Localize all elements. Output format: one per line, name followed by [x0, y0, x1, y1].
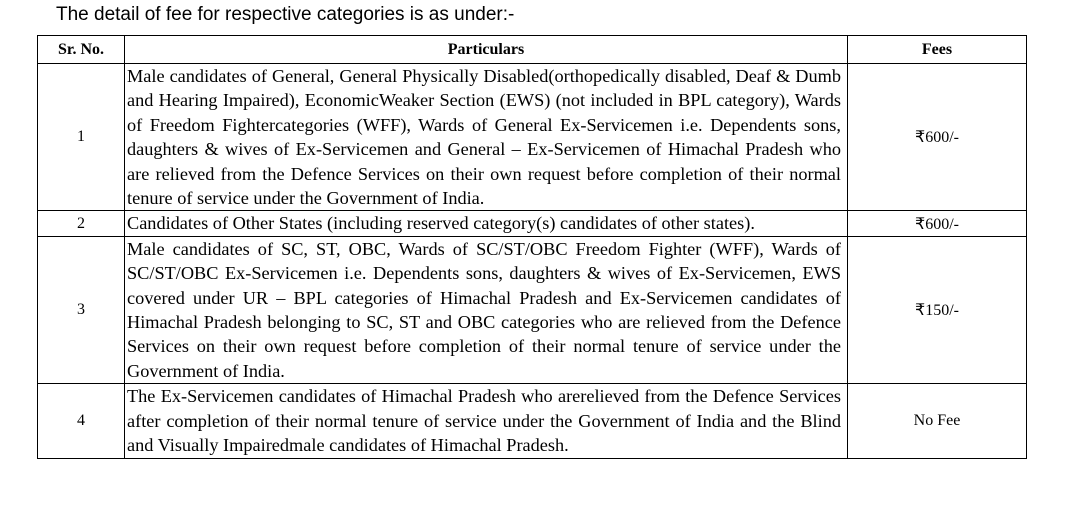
- page-heading: The detail of fee for respective categories is as under:-: [56, 4, 515, 25]
- table-row: [38, 236, 1027, 383]
- row-particulars: Male candidates of SC, ST, OBC, Wards of SC/ST/OBC Freedom Fighter (WFF), Wards of SC/ST/OBC Ex-Servicemen i.e. Dependents sons, daughters & wives of Ex-Servicemen, EWS covered under UR – BPL categories of Himachal Pradesh and Ex-Servicemen candidates of Himachal Pradesh belonging to SC, ST and OBC categories who are relieved from the Defence Services on their own request before completion of their normal tenure of service under the Government of India.: [125, 236, 848, 383]
- row-particulars: Candidates of Other States (including reserved category(s) candidates of other states).: [125, 211, 848, 236]
- row-fee: ₹600/-: [848, 64, 1027, 211]
- row-fee: ₹600/-: [848, 211, 1027, 236]
- row-sr-no: 2: [38, 211, 125, 236]
- fee-table: [37, 35, 1027, 459]
- row-sr-no: 4: [38, 384, 125, 458]
- header-fees: Fees: [848, 36, 1027, 64]
- row-fee: No Fee: [848, 384, 1027, 458]
- row-particulars: Male candidates of General, General Physically Disabled(orthopedically disabled, Deaf & Dumb and Hearing Impaired), EconomicWeaker Section (EWS) (not included in BPL category), Wards of Freedom Fightercategories (WFF), Wards of General Ex-Servicemen i.e. Dependents sons, daughters & wives of Ex-Servicemen and General – Ex-Servicemen of Himachal Pradesh who are relieved from the Defence Services on their own request before completion of their normal tenure of service under the Government of India.: [125, 64, 848, 211]
- table-row: [38, 64, 1027, 211]
- row-fee: ₹150/-: [848, 236, 1027, 383]
- header-sr-no: Sr. No.: [38, 36, 125, 64]
- header-particulars: Particulars: [125, 36, 848, 64]
- table-row: [38, 211, 1027, 236]
- row-sr-no: 3: [38, 236, 125, 383]
- row-particulars: The Ex-Servicemen candidates of Himachal Pradesh who arerelieved from the Defence Services after completion of their normal tenure of service under the Government of India and the Blind and Visually Impairedmale candidates of Himachal Pradesh.: [125, 384, 848, 458]
- table-row: [38, 384, 1027, 458]
- table-header-row: [38, 36, 1027, 64]
- row-sr-no: 1: [38, 64, 125, 211]
